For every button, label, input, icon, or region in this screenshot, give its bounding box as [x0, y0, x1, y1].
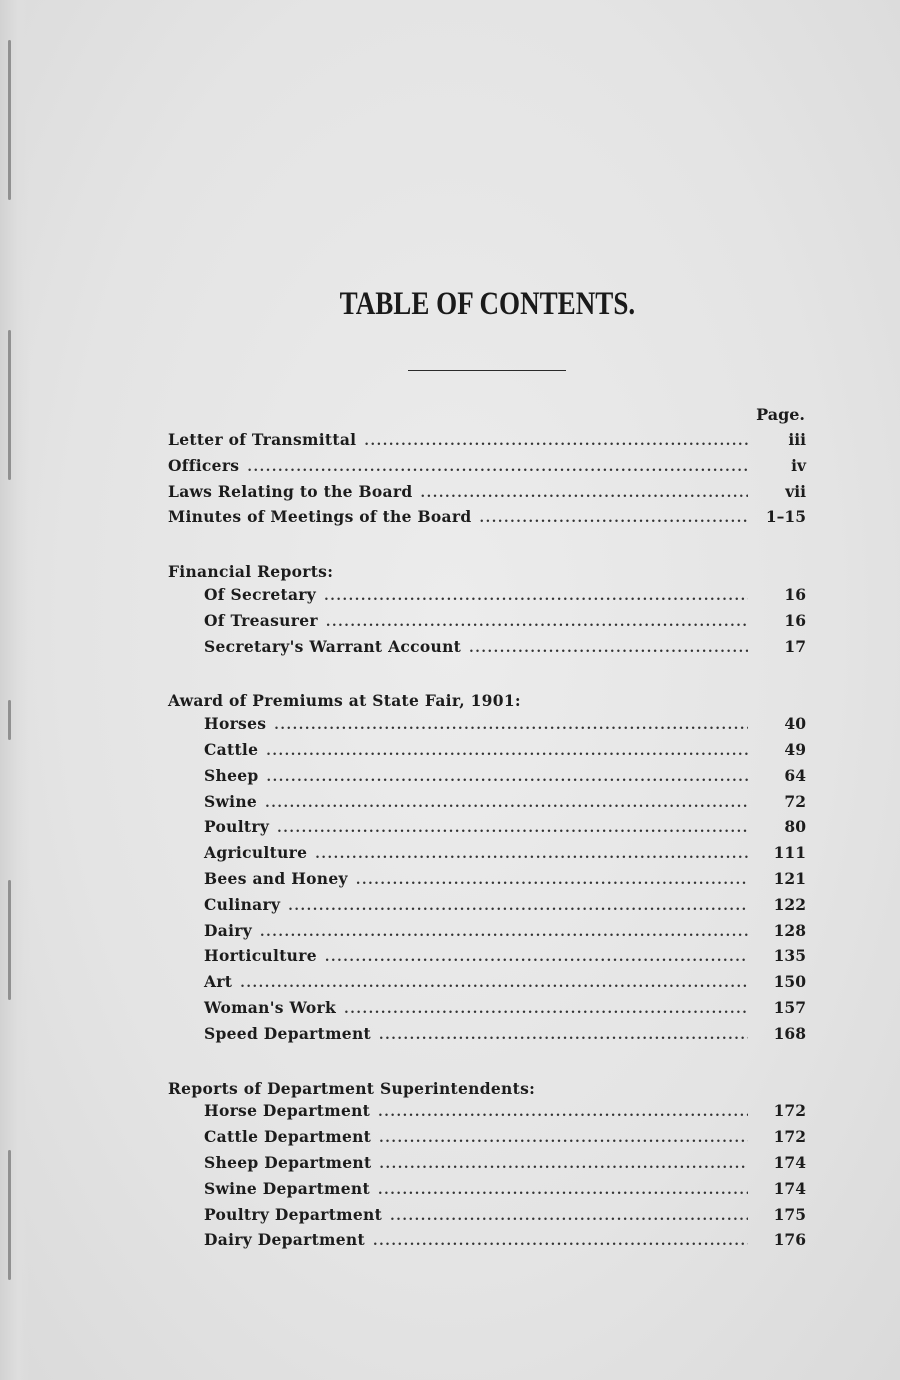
entry-label: Minutes of Meetings of the Board — [168, 507, 472, 527]
entry-page-number: vii — [785, 481, 806, 501]
dot-leader — [479, 511, 748, 526]
entry-label: Swine Department — [204, 1178, 370, 1198]
entry-label: Cattle — [204, 739, 259, 759]
toc-entry — [168, 1230, 806, 1256]
entry-label: Sheep Department — [204, 1152, 372, 1172]
toc-entry — [168, 714, 806, 740]
toc-section — [168, 430, 806, 533]
dot-leader — [379, 1157, 748, 1172]
entry-label: Cattle Department — [204, 1127, 372, 1147]
toc-entry — [168, 972, 806, 998]
entry-page-number: 135 — [773, 946, 806, 966]
entry-label: Secretary's Warrant Account — [204, 636, 462, 656]
entry-label: Poultry Department — [204, 1204, 383, 1224]
toc-entry — [168, 1179, 806, 1205]
dot-leader — [265, 796, 748, 811]
dot-leader — [356, 873, 748, 888]
toc-entry — [168, 585, 806, 611]
entry-label: Art — [204, 972, 233, 992]
dot-leader — [247, 460, 748, 475]
entry-label: Laws Relating to the Board — [168, 481, 413, 501]
entry-page-number: 174 — [773, 1152, 806, 1172]
toc-entry — [168, 869, 806, 895]
toc-entry — [168, 430, 806, 456]
toc-entry — [168, 1024, 806, 1050]
entry-page-number: 16 — [784, 584, 806, 604]
entry-page-number: 175 — [773, 1204, 806, 1224]
toc-entry — [168, 507, 806, 533]
toc-section — [168, 559, 806, 662]
page-column-label: Page. — [756, 405, 805, 424]
toc-entry — [168, 766, 806, 792]
entry-page-number: 64 — [784, 765, 806, 785]
entry-page-number: 172 — [773, 1101, 806, 1121]
dot-leader — [324, 589, 748, 604]
dot-leader — [390, 1209, 748, 1224]
toc-entry — [168, 895, 806, 921]
entry-page-number: 80 — [784, 817, 806, 837]
entry-page-number: 172 — [773, 1127, 806, 1147]
entry-label: Poultry — [204, 817, 270, 837]
entry-label: Horticulture — [204, 946, 317, 966]
dot-leader — [325, 950, 748, 965]
toc-entry — [168, 1127, 806, 1153]
section-heading: Reports of Department Superintendents: — [168, 1078, 536, 1098]
entry-page-number: 176 — [773, 1230, 806, 1250]
entry-page-number: 122 — [773, 894, 806, 914]
dot-leader — [469, 641, 748, 656]
dot-leader — [379, 1028, 748, 1043]
dot-leader — [379, 1131, 748, 1146]
dot-leader — [260, 925, 748, 940]
entry-label: Speed Department — [204, 1023, 371, 1043]
entry-label: Of Secretary — [204, 584, 317, 604]
entry-label: Horse Department — [204, 1101, 371, 1121]
entry-label: Dairy Department — [204, 1230, 365, 1250]
binding-edge — [0, 0, 30, 1380]
dot-leader — [378, 1183, 748, 1198]
binding-mark — [8, 40, 11, 200]
dot-leader — [240, 976, 748, 991]
binding-mark — [8, 1150, 11, 1280]
toc-entry — [168, 740, 806, 766]
entry-label: Officers — [168, 455, 240, 475]
dot-leader — [274, 718, 748, 733]
title-divider — [408, 370, 566, 371]
dot-leader — [326, 615, 748, 630]
binding-mark — [8, 880, 11, 1000]
toc-entry — [168, 946, 806, 972]
dot-leader — [364, 434, 748, 449]
dot-leader — [288, 899, 748, 914]
entry-page-number: iii — [788, 430, 806, 449]
entry-page-number: 40 — [784, 714, 806, 734]
toc-entry — [168, 637, 806, 663]
dot-leader — [266, 744, 748, 759]
entry-label: Of Treasurer — [204, 610, 318, 630]
toc-entry — [168, 1205, 806, 1231]
entry-page-number: 150 — [773, 972, 806, 992]
entry-label: Sheep — [204, 765, 259, 785]
entry-page-number: 49 — [784, 739, 806, 759]
toc-entry — [168, 611, 806, 637]
entry-page-number: 174 — [773, 1178, 806, 1198]
toc-entry — [168, 998, 806, 1024]
entry-page-number: 168 — [773, 1023, 806, 1043]
entry-page-number: 111 — [773, 843, 806, 863]
entry-page-number: 17 — [784, 636, 806, 656]
entry-label: Woman's Work — [204, 997, 337, 1017]
entry-page-number: 1–15 — [765, 507, 806, 527]
dot-leader — [277, 821, 748, 836]
entry-label: Letter of Transmittal — [168, 430, 357, 449]
entry-page-number: iv — [791, 455, 806, 475]
dot-leader — [373, 1234, 748, 1249]
binding-mark — [8, 700, 11, 740]
entry-page-number: 16 — [784, 610, 806, 630]
dot-leader — [315, 847, 748, 862]
dot-leader — [421, 486, 748, 501]
toc-section — [168, 1076, 806, 1257]
toc-entry — [168, 792, 806, 818]
entry-page-number: 128 — [773, 920, 806, 940]
toc-entry — [168, 843, 806, 869]
entry-page-number: 157 — [773, 997, 806, 1017]
toc-section — [168, 688, 806, 1049]
dot-leader — [267, 770, 748, 785]
page-title: TABLE OF CONTENTS. — [339, 286, 636, 322]
toc-entry — [168, 1153, 806, 1179]
binding-mark — [8, 330, 11, 480]
dot-leader — [344, 1002, 748, 1017]
toc-entry — [168, 921, 806, 947]
dot-leader — [378, 1105, 748, 1120]
entry-page-number: 72 — [784, 791, 806, 811]
entry-label: Bees and Honey — [204, 868, 348, 888]
toc-entry — [168, 1101, 806, 1127]
table-of-contents — [168, 430, 806, 1282]
entry-page-number: 121 — [773, 868, 806, 888]
entry-label: Horses — [204, 714, 267, 734]
entry-label: Culinary — [204, 894, 281, 914]
toc-entry — [168, 817, 806, 843]
entry-label: Dairy — [204, 920, 253, 940]
section-heading: Award of Premiums at State Fair, 1901: — [168, 691, 521, 711]
toc-entry — [168, 482, 806, 508]
entry-label: Agriculture — [204, 843, 308, 863]
section-heading: Financial Reports: — [168, 562, 334, 582]
toc-entry — [168, 456, 806, 482]
entry-label: Swine — [204, 791, 258, 811]
